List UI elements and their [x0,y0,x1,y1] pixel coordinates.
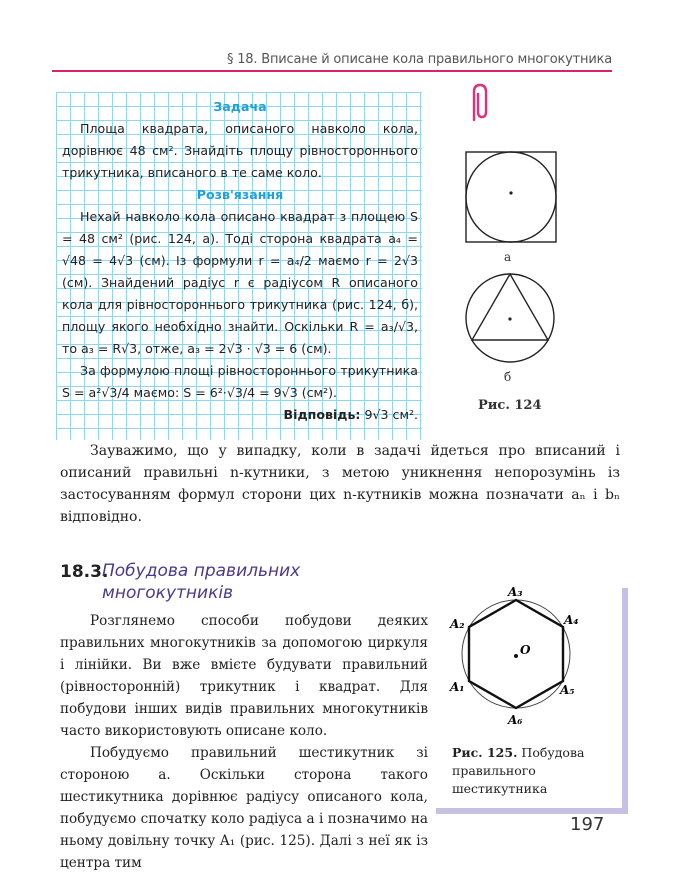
section-title: Побудова правильних многокутників [102,561,301,603]
task-text: Площа квадрата, описаного навколо кола, дорівнює 48 см². Знайдіть площу рівностороннього трикутника, вписаного в те саме коло. [62,121,418,180]
paperclip-icon [466,82,494,122]
fig125-caption [452,744,592,798]
center-label: O [520,643,531,657]
section-number: 18.3. [60,562,109,582]
page-number: 197 [570,814,605,835]
paragraph-2: Розглянемо способи побудови деяких правильних многокутників за допомогою циркуля і лінійки. Ви вже вмієте будувати правильний (рівносторонній) трикутник і квадрат. Для побудови інших видів правильних многокутників часто використовують описане коло. [60,613,428,739]
task-heading: Задача [213,99,267,114]
vertex-label-a4: A₄ [564,613,579,627]
section-body [60,610,428,874]
header-rule [52,70,612,72]
fig125-caption-bold: Рис. 125. [452,745,518,760]
vertex-label-a3: A₃ [508,585,523,599]
running-header [52,48,612,70]
solution-text-2: За формулою площі рівностороннього трикутника S = a²√3/4 маємо: S = 6²·√3/4 = 9√3 (см²). [62,363,418,400]
figure-124 [458,146,568,396]
center-point-b [508,317,511,320]
vertex-label-a2: A₂ [450,617,465,631]
task-box [62,96,418,426]
answer-label: Відповідь: [283,407,361,422]
solution-heading: Розв'язання [196,187,284,202]
hexagon-center [514,654,518,658]
center-point-a [509,191,512,194]
equilateral-triangle [472,274,548,340]
vertex-label-a6: A₆ [508,713,523,727]
fig125-caption-text: Побудова правильного шестикутника [452,745,585,796]
inscribed-circle-a [466,152,556,242]
fig124-label-a: а [504,250,512,264]
vertex-label-a5: A₅ [560,683,575,697]
note-text: Зауважимо, що у випадку, коли в задачі йдеться про вписаний і описаний правильні n-кутники, з метою уникнення непорозумінь із застосуванням формул сторони цих n-кутників можна позначати aₙ і bₙ відповідно. [60,443,620,525]
note-paragraph [60,440,620,528]
fig124-caption: Рис. 124 [478,398,542,413]
vertex-label-a1: A₁ [450,680,465,694]
answer-value: 9√3 см². [364,407,418,422]
solution-text-1: Нехай навколо кола описано квадрат з площею S = 48 см² (рис. 124, а). Тоді сторона квадрата a₄ = √48 = 4√3 (см). Із формули r = a₄/2 маємо r = 2√3 (см). Знайдений радіус r є радіусом R описаного кола для рівностороннього трикутника (рис. 124, б), площу якого необхідно знайти. Оскільки R = a₃/√3, то a₃ = R√3, отже, a₃ = 2√3 · √3 = 6 (см). [62,209,418,356]
header-title: § 18. Вписане й описане кола правильного многокутника [227,52,612,67]
paragraph-3: Побудуємо правильний шестикутник зі стороною a. Оскільки сторона такого шестикутника дорівнює радіусу описаного кола, побудуємо спочатку коло радіуса a і позначимо на ньому довільну точку A₁ (рис. 125). Далі з неї як із центра тим [60,745,428,871]
answer-line [62,404,418,426]
figure-125 [440,584,590,734]
fig124-label-b: б [504,370,512,384]
